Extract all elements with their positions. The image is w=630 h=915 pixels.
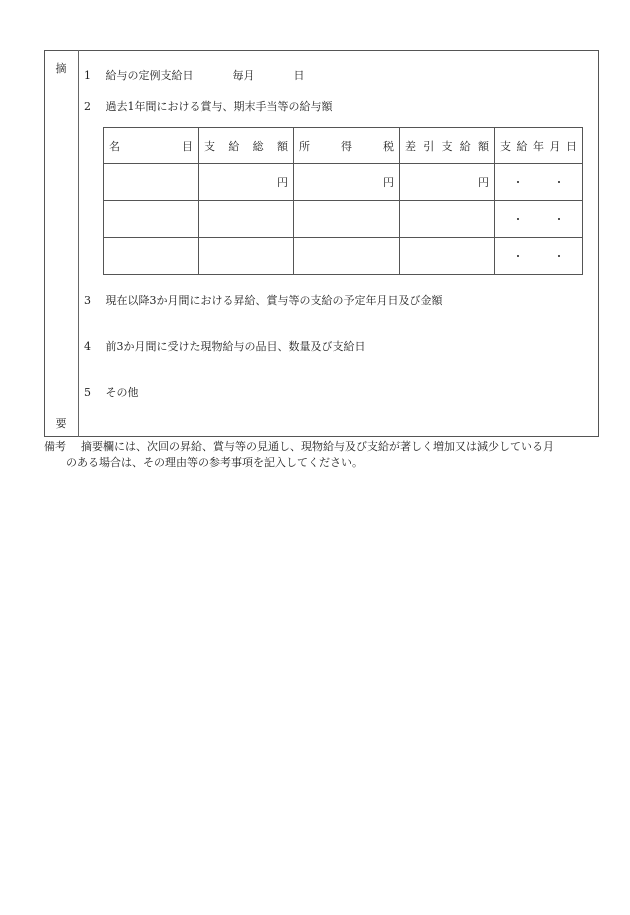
table-row xyxy=(104,238,583,275)
item-text: 給与の定例支給日 xyxy=(105,69,194,82)
cell-name[interactable] xyxy=(104,238,199,275)
bonus-table xyxy=(103,127,583,275)
cell-gross-amount[interactable]: 円 xyxy=(199,164,294,201)
cell-name[interactable] xyxy=(104,164,199,201)
header-payment-date: 支 給 年 月 日 xyxy=(500,139,577,153)
remarks-line-2 xyxy=(66,455,363,471)
item-5 xyxy=(84,384,139,400)
cell-gross-amount[interactable] xyxy=(199,201,294,238)
item-text: 現在以降3か月間における昇給、賞与等の支給の予定年月日及び金額 xyxy=(105,294,443,307)
item-number: 2 xyxy=(84,100,91,113)
item-number: 3 xyxy=(84,294,91,307)
payday-month-label: 毎月 xyxy=(232,69,255,82)
item-number: 5 xyxy=(84,386,91,399)
item-2 xyxy=(84,98,333,114)
cell-income-tax[interactable] xyxy=(294,201,400,238)
cell-gross-amount[interactable] xyxy=(199,238,294,275)
cell-payment-date[interactable]: ・ ・ xyxy=(495,201,583,238)
payday-day-label: 日 xyxy=(293,69,305,82)
item-1 xyxy=(84,67,305,83)
cell-name[interactable] xyxy=(104,201,199,238)
remarks-label: 備考 xyxy=(44,440,66,453)
table-row xyxy=(104,164,583,201)
header-income-tax: 所 得 税 xyxy=(299,139,394,153)
cell-net-amount[interactable] xyxy=(400,201,495,238)
header-net-amount: 差 引 支 給 額 xyxy=(405,139,489,153)
item-text: 前3か月間に受けた現物給与の品目、数量及び支給日 xyxy=(105,340,366,353)
summary-divider xyxy=(78,50,79,437)
remarks-text: 摘要欄には、次回の昇給、賞与等の見通し、現物給与及び支給が著しく増加又は減少している月 xyxy=(81,440,554,453)
header-name: 名 目 xyxy=(109,139,193,153)
remarks-text-cont: のある場合は、その理由等の参考事項を記入してください。 xyxy=(66,456,363,469)
item-text: 過去1年間における賞与、期末手当等の給与額 xyxy=(105,100,333,113)
side-label-bottom: 要 xyxy=(55,417,67,430)
item-3 xyxy=(84,292,443,308)
item-number: 4 xyxy=(84,340,91,353)
cell-income-tax[interactable]: 円 xyxy=(294,164,400,201)
item-4 xyxy=(84,338,366,354)
table-header-row xyxy=(104,128,583,164)
cell-income-tax[interactable] xyxy=(294,238,400,275)
side-label-top: 摘 xyxy=(55,62,67,75)
table-row xyxy=(104,201,583,238)
cell-payment-date[interactable]: ・ ・ xyxy=(495,238,583,275)
remarks-line-1 xyxy=(44,439,554,455)
item-number: 1 xyxy=(84,69,91,82)
cell-net-amount[interactable]: 円 xyxy=(400,164,495,201)
cell-payment-date[interactable]: ・ ・ xyxy=(495,164,583,201)
header-gross-amount: 支 給 総 額 xyxy=(204,139,288,153)
cell-net-amount[interactable] xyxy=(400,238,495,275)
item-text: その他 xyxy=(105,386,139,399)
